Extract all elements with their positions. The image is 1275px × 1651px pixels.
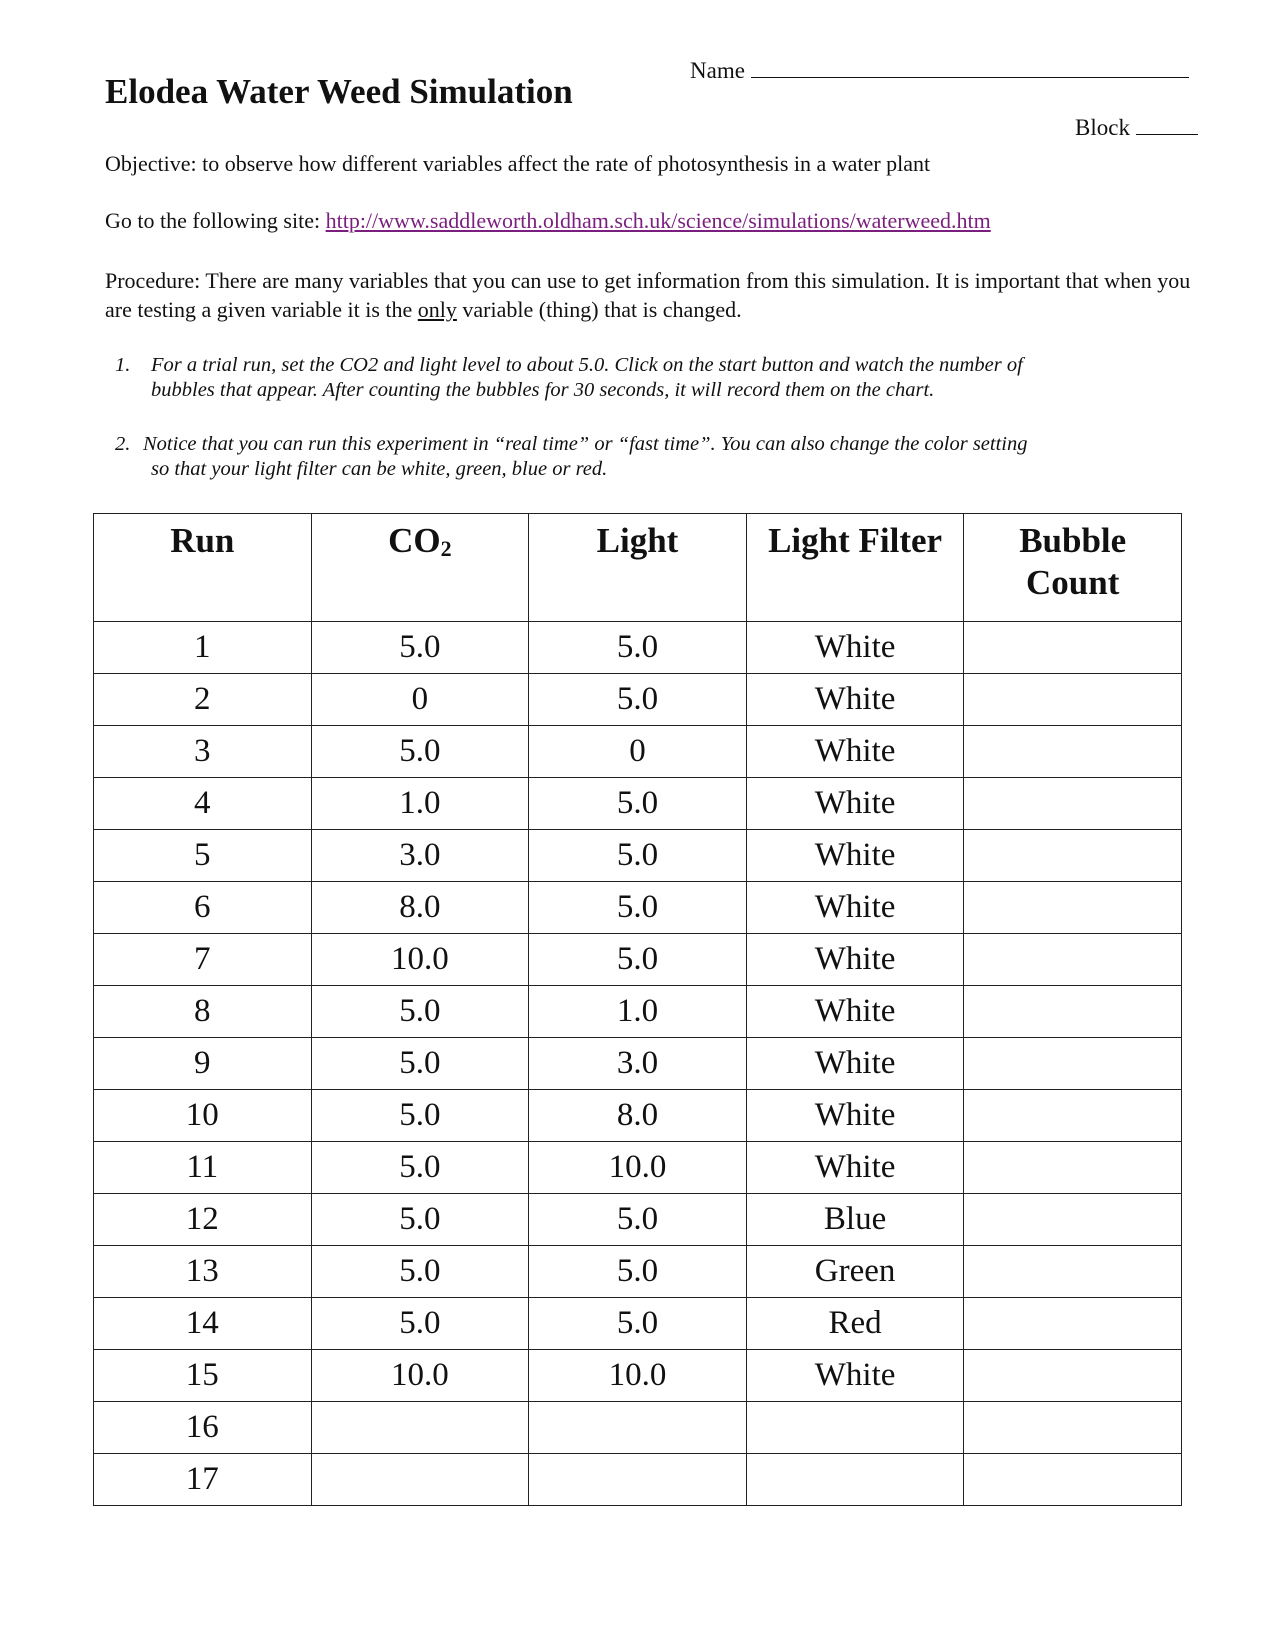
filter-cell: White bbox=[746, 986, 964, 1038]
site-prefix: Go to the following site: bbox=[105, 208, 326, 233]
filter-cell bbox=[746, 1402, 964, 1454]
bubble-count-cell[interactable] bbox=[964, 1090, 1182, 1142]
table-row bbox=[94, 882, 1182, 934]
filter-cell: Green bbox=[746, 1246, 964, 1298]
co2-cell: 10.0 bbox=[311, 1350, 529, 1402]
run-cell: 15 bbox=[94, 1350, 312, 1402]
bubble-count-cell[interactable] bbox=[964, 1454, 1182, 1506]
co2-cell: 5.0 bbox=[311, 1298, 529, 1350]
table-row bbox=[94, 1350, 1182, 1402]
run-cell: 2 bbox=[94, 674, 312, 726]
table-row bbox=[94, 726, 1182, 778]
light-cell: 10.0 bbox=[529, 1350, 747, 1402]
filter-cell: White bbox=[746, 674, 964, 726]
filter-cell: White bbox=[746, 778, 964, 830]
light-cell bbox=[529, 1402, 747, 1454]
run-cell: 13 bbox=[94, 1246, 312, 1298]
run-cell: 5 bbox=[94, 830, 312, 882]
run-cell: 7 bbox=[94, 934, 312, 986]
co2-cell: 5.0 bbox=[311, 1142, 529, 1194]
co2-cell: 5.0 bbox=[311, 1194, 529, 1246]
light-cell: 10.0 bbox=[529, 1142, 747, 1194]
light-cell: 5.0 bbox=[529, 882, 747, 934]
name-blank[interactable] bbox=[751, 57, 1189, 78]
filter-cell: White bbox=[746, 1038, 964, 1090]
table-row bbox=[94, 1402, 1182, 1454]
light-cell: 5.0 bbox=[529, 674, 747, 726]
table-row bbox=[94, 1142, 1182, 1194]
block-label: Block bbox=[1075, 115, 1130, 140]
bubble-count-cell[interactable] bbox=[964, 778, 1182, 830]
co2-cell: 5.0 bbox=[311, 1246, 529, 1298]
site-line bbox=[105, 208, 991, 234]
procedure-text bbox=[105, 266, 1215, 324]
co2-cell: 5.0 bbox=[311, 1038, 529, 1090]
header-light: Light bbox=[529, 514, 747, 622]
run-cell: 4 bbox=[94, 778, 312, 830]
step-2 bbox=[115, 432, 1195, 482]
bubble-count-cell[interactable] bbox=[964, 1142, 1182, 1194]
table-row bbox=[94, 1194, 1182, 1246]
header-light-filter: Light Filter bbox=[746, 514, 964, 622]
run-cell: 14 bbox=[94, 1298, 312, 1350]
light-cell bbox=[529, 1454, 747, 1506]
run-cell: 1 bbox=[94, 622, 312, 674]
bubble-count-cell[interactable] bbox=[964, 830, 1182, 882]
table-row bbox=[94, 986, 1182, 1038]
light-cell: 5.0 bbox=[529, 622, 747, 674]
filter-cell: White bbox=[746, 726, 964, 778]
step-1 bbox=[115, 353, 1195, 403]
procedure-part2: variable (thing) that is changed. bbox=[456, 297, 742, 322]
run-cell: 12 bbox=[94, 1194, 312, 1246]
co2-cell bbox=[311, 1454, 529, 1506]
bubble-count-cell[interactable] bbox=[964, 1246, 1182, 1298]
bubble-count-cell[interactable] bbox=[964, 1038, 1182, 1090]
co2-cell bbox=[311, 1402, 529, 1454]
step-2-number: 2. bbox=[115, 433, 131, 455]
co2-cell: 1.0 bbox=[311, 778, 529, 830]
simulation-link[interactable]: http://www.saddleworth.oldham.sch.uk/science/simulations/waterweed.htm bbox=[325, 208, 991, 233]
filter-cell: White bbox=[746, 1090, 964, 1142]
header-run: Run bbox=[94, 514, 312, 622]
bubble-count-cell[interactable] bbox=[964, 986, 1182, 1038]
co2-cell: 0 bbox=[311, 674, 529, 726]
filter-cell: Red bbox=[746, 1298, 964, 1350]
table-row bbox=[94, 830, 1182, 882]
bubble-count-cell[interactable] bbox=[964, 882, 1182, 934]
co2-cell: 5.0 bbox=[311, 622, 529, 674]
table-row bbox=[94, 1038, 1182, 1090]
table-row bbox=[94, 778, 1182, 830]
step-1-line1 bbox=[115, 353, 1195, 378]
page-title: Elodea Water Weed Simulation bbox=[105, 72, 573, 111]
filter-cell: White bbox=[746, 1142, 964, 1194]
bubble-count-cell[interactable] bbox=[964, 674, 1182, 726]
table-row bbox=[94, 674, 1182, 726]
header-bubble-count bbox=[964, 514, 1182, 622]
run-cell: 9 bbox=[94, 1038, 312, 1090]
run-cell: 17 bbox=[94, 1454, 312, 1506]
table-row bbox=[94, 934, 1182, 986]
light-cell: 5.0 bbox=[529, 1194, 747, 1246]
name-field[interactable] bbox=[690, 57, 1189, 84]
data-table bbox=[93, 513, 1182, 1506]
light-cell: 3.0 bbox=[529, 1038, 747, 1090]
light-cell: 5.0 bbox=[529, 830, 747, 882]
bubble-count-cell[interactable] bbox=[964, 934, 1182, 986]
block-blank[interactable] bbox=[1136, 114, 1198, 135]
objective-text: Objective: to observe how different variables affect the rate of photosynthesis in a water plant bbox=[105, 151, 931, 176]
table-row bbox=[94, 1090, 1182, 1142]
step-2-line2: so that your light filter can be white, green, blue or red. bbox=[151, 458, 608, 480]
light-cell: 0 bbox=[529, 726, 747, 778]
table-header-row bbox=[94, 514, 1182, 622]
header-co2-sub: 2 bbox=[440, 536, 452, 561]
table-row bbox=[94, 1454, 1182, 1506]
light-cell: 1.0 bbox=[529, 986, 747, 1038]
run-cell: 8 bbox=[94, 986, 312, 1038]
filter-cell bbox=[746, 1454, 964, 1506]
bubble-count-cell[interactable] bbox=[964, 1402, 1182, 1454]
name-label: Name bbox=[690, 58, 745, 83]
run-cell: 16 bbox=[94, 1402, 312, 1454]
bubble-count-cell[interactable] bbox=[964, 726, 1182, 778]
bubble-count-cell[interactable] bbox=[964, 1298, 1182, 1350]
step-2-text: Notice that you can run this experiment in “real time” or “fast time”. You can also change the color setting bbox=[143, 433, 1028, 455]
run-cell: 10 bbox=[94, 1090, 312, 1142]
filter-cell: White bbox=[746, 622, 964, 674]
co2-cell: 8.0 bbox=[311, 882, 529, 934]
light-cell: 5.0 bbox=[529, 1246, 747, 1298]
step-1-line2: bubbles that appear. After counting the bubbles for 30 seconds, it will record them on the chart. bbox=[151, 379, 935, 401]
step-1-number: 1. bbox=[115, 354, 131, 376]
table-row bbox=[94, 1298, 1182, 1350]
procedure-emphasis: only bbox=[417, 297, 457, 322]
step-2-line1 bbox=[115, 432, 1195, 457]
step-1-text: For a trial run, set the CO2 and light level to about 5.0. Click on the start button and watch the number of bbox=[151, 354, 1023, 376]
header-co2-main: CO bbox=[388, 521, 441, 560]
light-cell: 8.0 bbox=[529, 1090, 747, 1142]
table-body bbox=[94, 622, 1182, 1506]
table-row bbox=[94, 622, 1182, 674]
co2-cell: 5.0 bbox=[311, 1090, 529, 1142]
header-co2 bbox=[311, 514, 529, 622]
co2-cell: 3.0 bbox=[311, 830, 529, 882]
bubble-count-cell[interactable] bbox=[964, 1194, 1182, 1246]
table-row bbox=[94, 1246, 1182, 1298]
light-cell: 5.0 bbox=[529, 1298, 747, 1350]
light-cell: 5.0 bbox=[529, 934, 747, 986]
run-cell: 6 bbox=[94, 882, 312, 934]
co2-cell: 10.0 bbox=[311, 934, 529, 986]
filter-cell: White bbox=[746, 882, 964, 934]
co2-cell: 5.0 bbox=[311, 726, 529, 778]
filter-cell: White bbox=[746, 934, 964, 986]
filter-cell: White bbox=[746, 830, 964, 882]
block-field[interactable] bbox=[1075, 114, 1198, 141]
co2-cell: 5.0 bbox=[311, 986, 529, 1038]
run-cell: 11 bbox=[94, 1142, 312, 1194]
light-cell: 5.0 bbox=[529, 778, 747, 830]
filter-cell: Blue bbox=[746, 1194, 964, 1246]
header-bubble-line1: Bubble bbox=[1019, 521, 1127, 560]
procedure-part1: Procedure: There are many variables that you can use to get information from this simulation. It is important that when you are testing a given variable it is the bbox=[105, 268, 1191, 322]
bubble-count-cell[interactable] bbox=[964, 622, 1182, 674]
bubble-count-cell[interactable] bbox=[964, 1350, 1182, 1402]
header-bubble-line2: Count bbox=[1026, 563, 1120, 602]
filter-cell: White bbox=[746, 1350, 964, 1402]
run-cell: 3 bbox=[94, 726, 312, 778]
